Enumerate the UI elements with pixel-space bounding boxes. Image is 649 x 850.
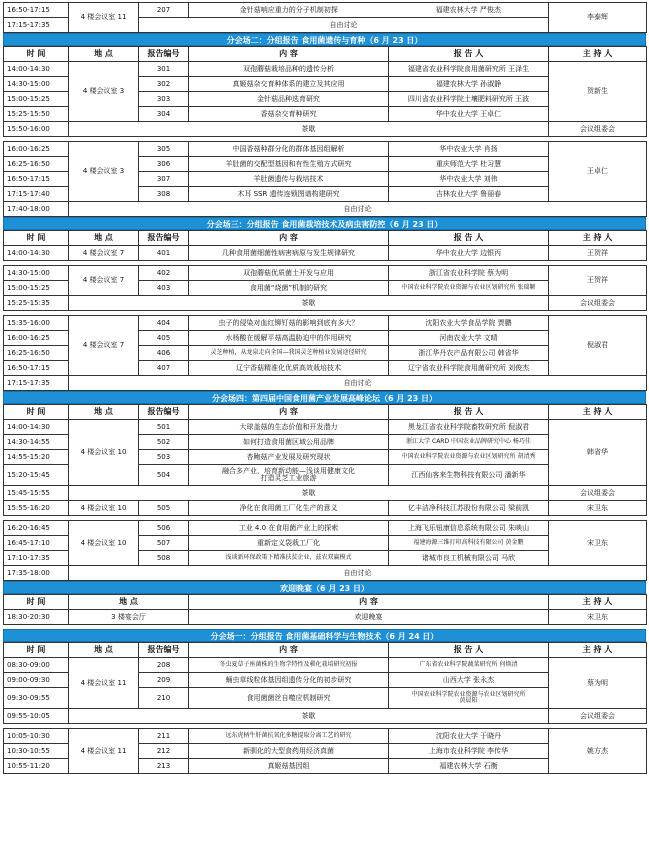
header-row [4,405,647,420]
topic-cell: 金针菇品种选育研究 [189,92,389,107]
speaker-cell: 亿丰洁净科技江苏股份有限公司 梁前凯 [389,501,549,516]
schedule-table-dinner [3,594,647,625]
time-cell: 17:10-17:35 [4,551,69,566]
col-header-speaker: 报 告 人 [389,47,549,62]
time-cell: 14:00-14:30 [4,420,69,435]
speaker-line-2: 黄晨阳 [459,697,478,704]
code-cell: 406 [139,346,189,361]
table-row [4,122,647,137]
table-row [4,521,647,536]
code-cell: 403 [139,281,189,296]
time-cell: 16:00-16:25 [4,142,69,157]
topic-cell: 冬虫夏草子座菌株的生物学特性及驯化栽培研究初报 [189,658,389,673]
table-row [4,729,647,744]
host-cell: 王贺祥 [549,266,647,296]
topic-cell: 香菇杂交育种研究 [189,107,389,122]
topic-cell: 食用菌“烧菌”机制的研究 [189,281,389,296]
col-header-code: 报告编号 [139,405,189,420]
time-cell: 16:50-17:15 [4,172,69,187]
time-cell: 16:20-16:45 [4,521,69,536]
schedule-table-s1 [3,642,647,724]
host-cell: 韩省华 [549,420,647,486]
topic-cell: 新驯化的大型食药用经济真菌 [189,744,389,759]
topic-cell: 辽宁香菇精准化优质高效栽培技术 [189,361,389,376]
place-cell: 4 楼会议室 11 [69,729,139,774]
time-cell: 09:00-09:30 [4,673,69,688]
code-cell: 404 [139,316,189,331]
committee-cell: 会议组委会 [549,296,647,311]
speaker-cell: 福建农林大学 孙淑静 [389,77,549,92]
time-cell: 16:50-17:15 [4,361,69,376]
col-header-time: 时 间 [4,595,69,610]
committee-cell: 会议组委会 [549,486,647,501]
code-cell: 306 [139,157,189,172]
topic-cell: 金针菇响应重力的分子机制初探 [189,3,389,18]
col-header-host: 主 持 人 [549,643,647,658]
speaker-cell: 福建农林大学 石衡 [389,759,549,774]
speaker-cell: 华中农业大学 王卓仁 [389,107,549,122]
topic-cell: 浅谈新环保政策下精准扶贫企业，兹农双赢模式 [189,551,389,566]
table-row [4,142,647,157]
place-cell: 4 楼会议室 10 [69,521,139,566]
time-cell: 15:00-15:25 [4,92,69,107]
time-cell: 15:25-15:50 [4,107,69,122]
schedule-table-s4c [3,520,647,581]
time-cell: 14:30-14:55 [4,435,69,450]
place-cell: 4 楼会议室 7 [69,316,139,376]
host-cell: 王卓仁 [549,142,647,202]
code-cell: 504 [139,465,189,486]
speaker-cell: 沈阳农业大学 于晓丹 [389,729,549,744]
topic-line-2: 打造灵芝工业旅游 [260,474,317,482]
host-cell: 宋卫东 [549,610,647,625]
time-cell: 14:00-14:30 [4,62,69,77]
table-row [4,658,647,673]
tea-break-cell: 茶歇 [69,486,549,501]
col-header-content: 内 容 [189,47,389,62]
host-cell: 宋卫东 [549,501,647,516]
code-cell: 208 [139,658,189,673]
col-header-content: 内 容 [189,643,389,658]
topic-cell: 灵芝种植，从龙泉走向全国—我国灵芝种植业发展途径研究 [189,346,389,361]
col-header-speaker: 报 告 人 [389,231,549,246]
discussion-cell: 自由讨论 [69,376,647,391]
table-row [4,610,647,625]
code-cell: 502 [139,435,189,450]
speaker-cell: 浙江省农业科学院 蔡为明 [389,266,549,281]
time-cell: 09:55-10:05 [4,709,69,724]
place-cell: 4 楼会议室 7 [69,266,139,296]
tea-break-cell: 茶歇 [69,122,549,137]
session-title: 分会场四：第四届中国食用菌产业发展高峰论坛（6 月 23 日） [3,391,646,404]
time-cell: 17:40-18:00 [4,202,69,217]
speaker-cell: 沈阳农业大学食品学院 贾鹏 [389,316,549,331]
speaker-cell: 华中农业大学 刘伟 [389,172,549,187]
time-cell: 17:15-17:40 [4,187,69,202]
col-header-host: 主 持 人 [549,47,647,62]
col-header-place: 地 点 [69,405,139,420]
speaker-cell: 辽宁省农业科学院食用菌研究所 刘俊杰 [389,361,549,376]
time-cell: 18:30-20:30 [4,610,69,625]
table-row [4,246,647,261]
speaker-cell: 上海市农业科学院 李传华 [389,744,549,759]
speaker-cell: 福建海源三维打印高科技有限公司 黄金鹏 [389,536,549,551]
table-row [4,62,647,77]
time-cell: 10:30-10:55 [4,744,69,759]
discussion-cell: 自由讨论 [139,18,549,33]
topic-cell: 虫子的侵染对血红铆钉菇的影响到底有多大？ [189,316,389,331]
time-cell: 15:20-15:45 [4,465,69,486]
topic-cell: 真姬菇杂交育种体系的建立及其应用 [189,77,389,92]
col-header-place: 地 点 [69,595,189,610]
code-cell: 507 [139,536,189,551]
speaker-cell: 华中农业大学 边银丙 [389,246,549,261]
time-cell: 16:50-17:15 [4,3,69,18]
topic-cell: 真姬菇基因组 [189,759,389,774]
speaker-cell: 中国农业科学院农业资源与农业区划研究所 张瑞颖 [389,281,549,296]
speaker-cell: 吉林农业大学 鲁丽春 [389,187,549,202]
place-cell: 4 楼会议室 10 [69,420,139,486]
discussion-cell: 自由讨论 [69,202,647,217]
col-header-speaker: 报 告 人 [389,405,549,420]
topic-cell: 木耳 SSR 遗传连锁图谱构建研究 [189,187,389,202]
table-row [4,266,647,281]
code-cell: 503 [139,450,189,465]
code-cell: 401 [139,246,189,261]
schedule-table-s2b [3,141,647,217]
host-cell: 宋卫东 [549,521,647,566]
topic-cell: 双孢蘑菇优质菌土开发与应用 [189,266,389,281]
tea-break-cell: 茶歇 [69,709,549,724]
col-header-place: 地 点 [69,231,139,246]
time-cell: 09:30-09:55 [4,688,69,709]
col-header-code: 报告编号 [139,231,189,246]
topic-cell: 双孢蘑菇栽培品种的遗传分析 [189,62,389,77]
speaker-cell: 诸城市良工机械有限公司 马欣 [389,551,549,566]
col-header-code: 报告编号 [139,643,189,658]
time-cell: 15:00-15:25 [4,281,69,296]
code-cell: 402 [139,266,189,281]
topic-cell: 如何打造食用菌区域公用品牌 [189,435,389,450]
speaker-cell: 河南农业大学 文晴 [389,331,549,346]
speaker-cell: 上海飞乐钮康信息系统有限公司 朱映山 [389,521,549,536]
time-cell: 14:55-15:20 [4,450,69,465]
time-cell: 15:35-16:00 [4,316,69,331]
code-cell: 508 [139,551,189,566]
code-cell: 407 [139,361,189,376]
time-cell: 16:25-16:50 [4,157,69,172]
tea-break-cell: 茶歇 [69,296,549,311]
time-cell: 08:30-09:00 [4,658,69,673]
session-title: 分会场一：分组报告 食用菌基础科学与生物技术（6 月 24 日） [3,629,646,642]
speaker-cell: 福建省农业科学院食用菌研究所 王泽生 [389,62,549,77]
table-row [4,3,647,18]
col-header-content: 内 容 [189,405,389,420]
col-header-content: 内 容 [189,231,389,246]
speaker-cell: 江西仙客来生物科技有限公司 潘新华 [389,465,549,486]
code-cell: 505 [139,501,189,516]
code-cell: 305 [139,142,189,157]
col-header-speaker: 报 告 人 [389,643,549,658]
speaker-cell [389,688,549,709]
code-cell: 302 [139,77,189,92]
col-header-host: 主 持 人 [549,595,647,610]
code-cell: 304 [139,107,189,122]
header-row [4,595,647,610]
col-header-place: 地 点 [69,643,139,658]
code-cell: 212 [139,744,189,759]
code-cell: 506 [139,521,189,536]
time-cell: 16:00-16:25 [4,331,69,346]
host-cell: 姚方杰 [549,729,647,774]
topic-cell: 食用菌菌丝自噬应机制研究 [189,688,389,709]
schedule-table-s1b [3,728,647,774]
col-header-host: 主 持 人 [549,231,647,246]
committee-cell: 会议组委会 [549,709,647,724]
code-cell: 213 [139,759,189,774]
place-cell: 4 楼会议室 7 [69,246,139,261]
time-cell: 17:15-17:35 [4,376,69,391]
table-row [4,202,647,217]
host-cell: 王贺祥 [549,246,647,261]
schedule-table-s3c [3,315,647,391]
table-row [4,486,647,501]
topic-cell: 蛹虫草线粒体基因组遗传分化的初步研究 [189,673,389,688]
time-cell: 17:35-18:00 [4,566,69,581]
place-cell: 4 楼会议室 3 [69,62,139,122]
schedule-table-s2a [3,46,647,137]
topic-cell: 几种食用菌细菌性病害病原与发生规律研究 [189,246,389,261]
session-title: 分会场三：分组报告 食用菌栽培技术及病虫害防控（6 月 23 日） [3,217,646,230]
col-header-time: 时 间 [4,47,69,62]
topic-cell: 远东虎柄牛肝菌抗氧化多糖提取分离工艺的研究 [189,729,389,744]
event-cell: 欢迎晚宴 [189,610,549,625]
time-cell: 14:30-15:00 [4,266,69,281]
schedule-table-s3a [3,230,647,261]
time-cell: 14:00-14:30 [4,246,69,261]
header-row [4,47,647,62]
schedule-table-s4a [3,404,647,516]
topic-cell: 工业 4.0 在食用菌产业上的探索 [189,521,389,536]
table-row [4,316,647,331]
topic-cell: 净化在食用菌工厂化生产的意义 [189,501,389,516]
col-header-time: 时 间 [4,643,69,658]
topic-cell: 杏鲍菇产业发展及研究现状 [189,450,389,465]
session-title: 欢迎晚宴（6 月 23 日） [3,581,646,594]
topic-cell: 羊肚菌的交配型基因和有性生殖方式研究 [189,157,389,172]
table-row [4,709,647,724]
topic-cell: 大球盖菇的生态价值和开发潜力 [189,420,389,435]
speaker-cell: 浙江大学 CARD 中国农业品牌研究中心 杨巧佳 [389,435,549,450]
time-cell: 15:55-16:20 [4,501,69,516]
time-cell: 10:55-11:20 [4,759,69,774]
code-cell: 210 [139,688,189,709]
header-row [4,231,647,246]
code-cell: 207 [139,3,189,18]
speaker-cell: 中国农业科学院农业资源与农业区划研究所 胡清秀 [389,450,549,465]
conference-schedule [3,2,646,848]
place-cell: 4 楼会议室 3 [69,142,139,202]
topic-line-1: 融合多产业，培育新动能—浅谈用健康文化 [222,467,355,475]
speaker-cell: 福建农林大学 严俊杰 [389,3,549,18]
col-header-place: 地 点 [69,47,139,62]
speaker-cell: 重庆师范大学 杜习慧 [389,157,549,172]
place-cell: 4 楼会议室 11 [69,3,139,33]
topic-cell: 羊肚菌遗传与栽培技术 [189,172,389,187]
col-header-time: 时 间 [4,231,69,246]
speaker-line-1: 中国农业科学院农业资源与农业区划研究所 [411,691,526,698]
place-cell: 4 楼会议室 11 [69,658,139,709]
discussion-cell: 自由讨论 [69,566,647,581]
schedule-table-s3b [3,265,647,311]
code-cell: 211 [139,729,189,744]
speaker-cell: 四川省农业科学院土壤肥料研究所 王波 [389,92,549,107]
host-cell: 蔡为明 [549,658,647,709]
time-cell: 16:25-16:50 [4,346,69,361]
code-cell: 307 [139,172,189,187]
table-row [4,296,647,311]
speaker-cell: 广东省农业科学院蔬菜研究所 何焕清 [389,658,549,673]
speaker-cell: 华中农业大学 肖扬 [389,142,549,157]
time-cell: 15:25-15:35 [4,296,69,311]
speaker-cell: 浙江华丹农产品有限公司 韩省华 [389,346,549,361]
place-cell: 4 楼会议室 10 [69,501,139,516]
header-row [4,643,647,658]
time-cell: 15:45-15:55 [4,486,69,501]
schedule-table-top [3,2,647,33]
topic-cell: 重新定义袋栽工厂化 [189,536,389,551]
code-cell: 209 [139,673,189,688]
time-cell: 14:30-15:00 [4,77,69,92]
host-cell: 李泰辉 [549,3,647,33]
committee-cell: 会议组委会 [549,122,647,137]
code-cell: 308 [139,187,189,202]
speaker-cell: 黑龙江省农业科学院畜牧研究所 倪淑君 [389,420,549,435]
session-title: 分会场二：分组报告 食用菌遗传与育种（6 月 23 日） [3,33,646,46]
col-header-host: 主 持 人 [549,405,647,420]
col-header-time: 时 间 [4,405,69,420]
code-cell: 303 [139,92,189,107]
speaker-cell: 山西大学 张永杰 [389,673,549,688]
code-cell: 501 [139,420,189,435]
topic-cell: 水杨酸在缓解平菇高温胁迫中的作用研究 [189,331,389,346]
table-row [4,376,647,391]
code-cell: 301 [139,62,189,77]
col-header-content: 内 容 [189,595,549,610]
table-row [4,420,647,435]
col-header-code: 报告编号 [139,47,189,62]
table-row [4,501,647,516]
topic-cell: 中国香菇种群分化的群体基因组解析 [189,142,389,157]
host-cell: 贺新生 [549,62,647,122]
code-cell: 405 [139,331,189,346]
place-cell: 3 楼宴会厅 [69,610,189,625]
time-cell: 15:50-16:00 [4,122,69,137]
time-cell: 17:15-17:35 [4,18,69,33]
time-cell: 16:45-17:10 [4,536,69,551]
topic-cell [189,465,389,486]
table-row [4,566,647,581]
time-cell: 10:05-10:30 [4,729,69,744]
host-cell: 倪淑君 [549,316,647,376]
